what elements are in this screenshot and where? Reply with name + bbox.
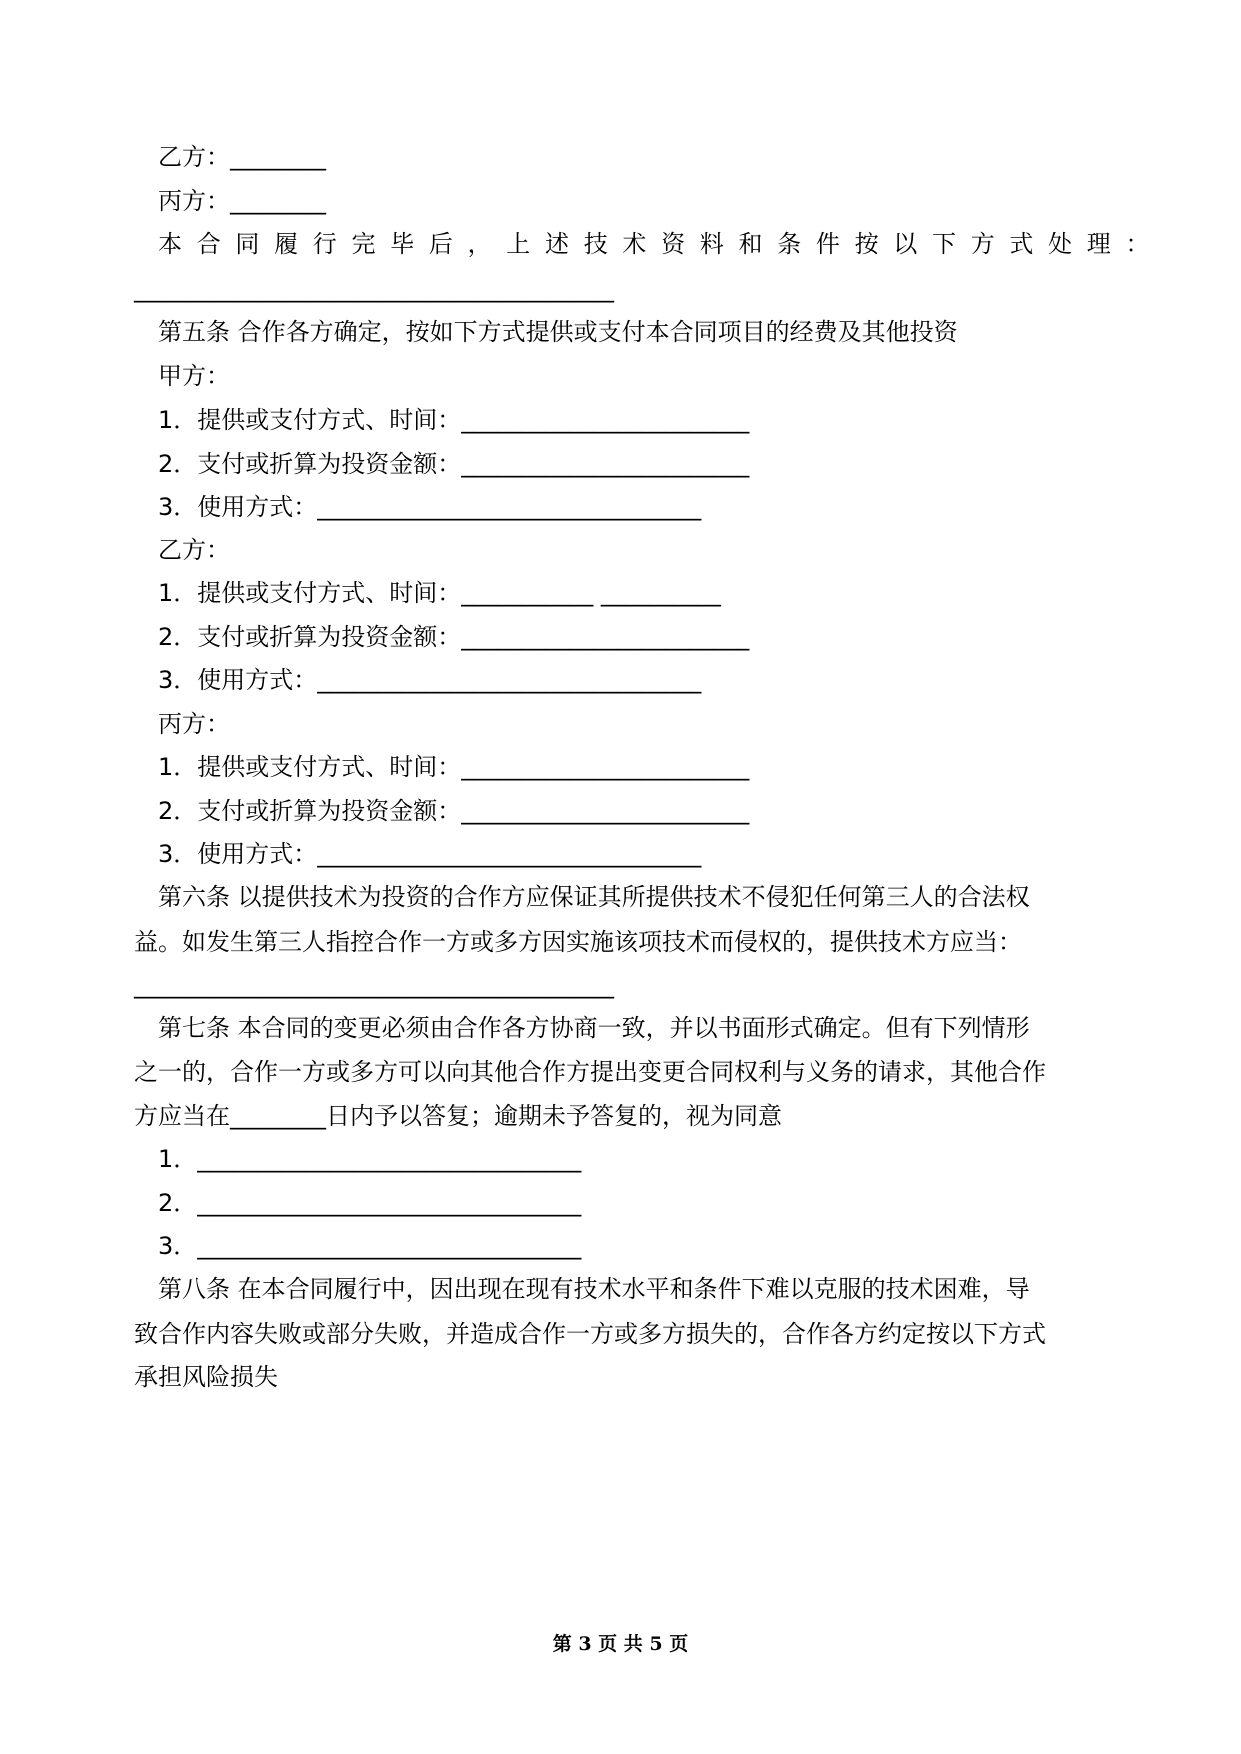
party-a-item-1: 1．提供或支付方式、时间：________________________ bbox=[158, 406, 750, 434]
handling-blank-line: ________________________________________ bbox=[134, 275, 614, 303]
page-footer: 第 3 页 共 5 页 bbox=[552, 1633, 689, 1655]
handling-clause-line: 本合同履行完毕后，上述技术资料和条件按以下方式处理： bbox=[158, 230, 1165, 258]
party-c-item-1: 1．提供或支付方式、时间：________________________ bbox=[158, 753, 750, 781]
article-7-line-3: 方应当在________日内予以答复；逾期未予答复的，视为同意 bbox=[134, 1102, 782, 1130]
article-7-line-1: 第七条 本合同的变更必须由合作各方协商一致，并以书面形式确定。但有下列情形 bbox=[158, 1014, 1030, 1042]
party-a-item-2: 2．支付或折算为投资金额：________________________ bbox=[158, 450, 750, 478]
party-b-item-3: 3．使用方式：________________________________ bbox=[158, 666, 702, 694]
party-b-item-2: 2．支付或折算为投资金额：________________________ bbox=[158, 623, 750, 651]
party-c-line: 丙方：________ bbox=[158, 187, 326, 215]
party-c-item-3: 3．使用方式：________________________________ bbox=[158, 840, 702, 868]
article-6-blank-line: ________________________________________ bbox=[134, 971, 614, 999]
article-7-item-3: 3．________________________________ bbox=[158, 1232, 582, 1260]
party-a-heading: 甲方： bbox=[158, 362, 230, 390]
article-6-line-1: 第六条 以提供技术为投资的合作方应保证其所提供技术不侵犯任何第三人的合法权 bbox=[158, 883, 1030, 911]
article-5-heading: 第五条 合作各方确定，按如下方式提供或支付本合同项目的经费及其他投资 bbox=[158, 318, 958, 346]
party-b-line: 乙方：________ bbox=[158, 143, 326, 171]
party-c-item-2: 2．支付或折算为投资金额：________________________ bbox=[158, 797, 750, 825]
article-7-item-1: 1．________________________________ bbox=[158, 1145, 582, 1173]
party-a-item-3: 3．使用方式：________________________________ bbox=[158, 493, 702, 521]
party-c-heading: 丙方： bbox=[158, 710, 230, 738]
article-7-item-2: 2．________________________________ bbox=[158, 1189, 582, 1217]
article-8-line-1: 第八条 在本合同履行中，因出现在现有技术水平和条件下难以克服的技术困难，导 bbox=[158, 1275, 1030, 1303]
article-7-line-2: 之一的，合作一方或多方可以向其他合作方提出变更合同权利与义务的请求，其他合作 bbox=[134, 1058, 1046, 1086]
article-6-line-2: 益。如发生第三人指控合作一方或多方因实施该项技术而侵权的，提供技术方应当： bbox=[134, 928, 1022, 956]
party-b-heading: 乙方： bbox=[158, 536, 230, 564]
article-8-line-3: 承担风险损失 bbox=[134, 1363, 278, 1391]
article-8-line-2: 致合作内容失败或部分失败，并造成合作一方或多方损失的，合作各方约定按以下方式 bbox=[134, 1320, 1046, 1348]
party-b-item-1: 1．提供或支付方式、时间：___________ __________ bbox=[158, 579, 721, 607]
